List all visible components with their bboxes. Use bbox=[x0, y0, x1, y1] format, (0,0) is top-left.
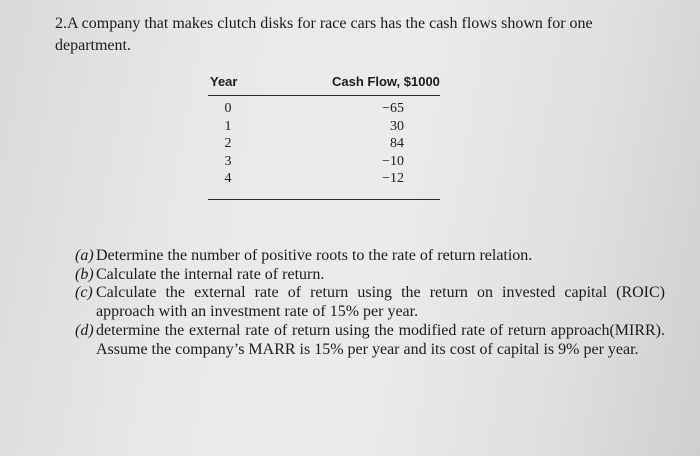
table-row bbox=[208, 154, 440, 172]
cash-flow-cell: −65 bbox=[382, 101, 404, 116]
part-text: determine the external rate of return using the modified rate of return approach(MIRR). Assume the company’s MARR is 15% per year and its cost of capital is 9% per year. bbox=[96, 321, 665, 358]
year-cell: 2 bbox=[224, 136, 232, 151]
table-row bbox=[208, 136, 440, 154]
question-statement bbox=[55, 13, 670, 57]
year-cell: 3 bbox=[224, 153, 232, 169]
column-header-year: Year bbox=[210, 74, 238, 89]
part-c bbox=[75, 284, 665, 321]
question-text: A company that makes clutch disks for race cars has the cash flows shown for one department. bbox=[55, 15, 593, 54]
part-d bbox=[75, 322, 665, 359]
table-bottom-rule bbox=[208, 199, 440, 200]
part-text: Calculate the external rate of return using the return on invested capital (ROIC) approach with an investment rate of 15% per year. bbox=[96, 284, 665, 321]
part-text: Determine the number of positive roots to the rate of return relation. bbox=[96, 247, 533, 264]
table-row bbox=[208, 171, 440, 189]
part-label: (c) bbox=[75, 284, 93, 302]
cash-flow-cell: −12 bbox=[382, 171, 404, 186]
cash-flow-cell: 30 bbox=[390, 118, 404, 134]
year-cell: 1 bbox=[224, 118, 232, 134]
cash-flow-cell: −10 bbox=[382, 153, 404, 169]
sub-questions bbox=[75, 247, 665, 359]
table-row bbox=[208, 119, 440, 137]
part-a bbox=[75, 247, 665, 266]
part-label: (b) bbox=[75, 265, 94, 283]
question-number: 2. bbox=[55, 15, 67, 32]
year-cell: 0 bbox=[224, 101, 232, 116]
table-header bbox=[208, 73, 440, 93]
table-top-rule bbox=[208, 95, 440, 96]
column-header-cash-flow: Cash Flow, $1000 bbox=[332, 74, 440, 89]
part-text: Calculate the internal rate of return. bbox=[96, 265, 325, 283]
table-body bbox=[208, 101, 440, 189]
cash-flow-cell: 84 bbox=[390, 136, 404, 151]
cash-flow-table bbox=[208, 73, 440, 186]
part-b bbox=[75, 266, 665, 285]
part-label: (d) bbox=[75, 321, 94, 339]
year-cell: 4 bbox=[224, 171, 232, 186]
table-row bbox=[208, 101, 440, 119]
part-label: (a) bbox=[75, 247, 94, 264]
